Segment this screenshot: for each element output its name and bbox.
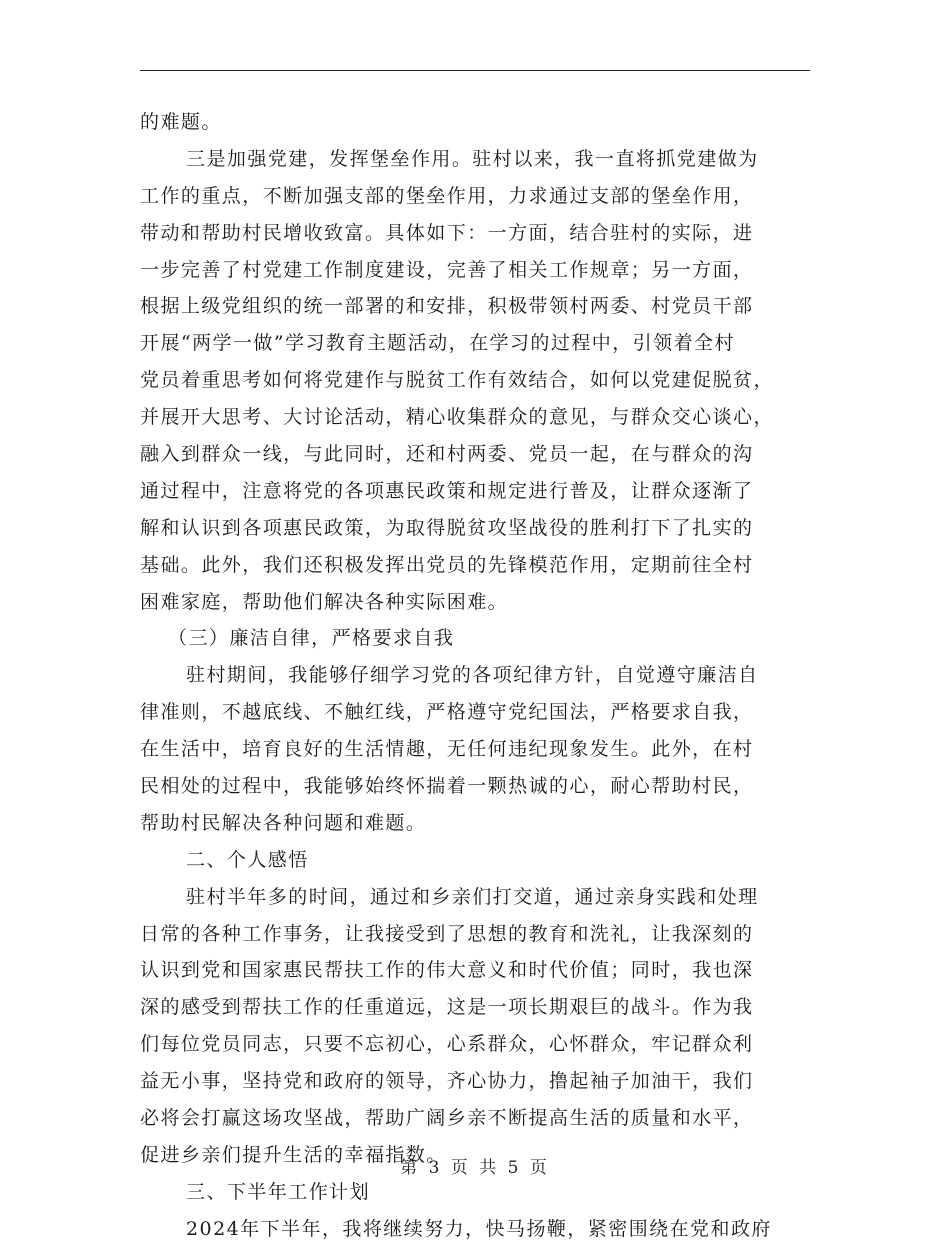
paragraph-line: 驻村半年多的时间，通过和乡亲们打交道，通过亲身实践和处理: [186, 885, 759, 908]
document-body: [140, 104, 800, 1248]
paragraph-line: 律准则，不越底线、不触红线，严格遵守党纪国法，严格要求自我，: [140, 701, 754, 724]
paragraph-line: 困难家庭，帮助他们解决各种实际困难。: [140, 590, 509, 613]
header-rule: [140, 70, 810, 71]
paragraph-line: 益无小事，坚持党和政府的领导，齐心协力，撸起袖子加油干，我们: [140, 1070, 754, 1093]
paragraph-line: 必将会打赢这场攻坚战，帮助广阔乡亲不断提高生活的质量和水平，: [140, 1107, 754, 1130]
paragraph-line: 基础。此外，我们还积极发挥出党员的先锋模范作用，定期前往全村: [140, 553, 754, 576]
paragraph-line: 带动和帮助村民增收致富。具体如下：一方面，结合驻村的实际，进: [140, 221, 754, 244]
paragraph-line: 三是加强党建，发挥堡垒作用。驻村以来，我一直将抓党建做为: [186, 147, 759, 170]
paragraph-line: 解和认识到各项惠民政策，为取得脱贫攻坚战役的胜利打下了扎实的: [140, 516, 754, 539]
paragraph-line: 通过程中，注意将党的各项惠民政策和规定进行普及，让群众逐渐了: [140, 479, 754, 502]
section-heading: 二、个人感悟: [186, 848, 309, 871]
section-heading: （三）廉洁自律，严格要求自我: [168, 627, 455, 650]
paragraph-line: 促进乡亲们提升生活的幸福指数。: [140, 1143, 447, 1166]
page-number: 第 3 页 共 5 页: [400, 1158, 550, 1178]
paragraph-line: 一步完善了村党建工作制度建设，完善了相关工作规章；另一方面，: [140, 258, 754, 281]
paragraph-line: 的难题。: [140, 111, 222, 133]
paragraph-line: 2024年下半年，我将继续努力，快马扬鞭，紧密围绕在党和政府: [186, 1217, 772, 1240]
paragraph-line: 并展开大思考、大讨论活动，精心收集群众的意见，与群众交心谈心，: [140, 406, 774, 429]
paragraph-line: 日常的各种工作事务，让我接受到了思想的教育和洗礼，让我深刻的: [140, 922, 754, 945]
paragraph-line: 融入到群众一线，与此同时，还和村两委、党员一起，在与群众的沟: [140, 443, 754, 466]
paragraph-line: 在生活中，培育良好的生活情趣，无任何违纪现象发生。此外，在村: [140, 738, 754, 761]
paragraph-line: 们每位党员同志，只要不忘初心，心系群众，心怀群众，牢记群众利: [140, 1033, 754, 1056]
paragraph-line: 帮助村民解决各种问题和难题。: [140, 811, 427, 834]
section-heading: 三、下半年工作计划: [186, 1180, 371, 1203]
paragraph-line: 党员着重思考如何将党建作与脱贫工作有效结合，如何以党建促脱贫，: [140, 369, 774, 392]
paragraph-line: 民相处的过程中，我能够始终怀揣着一颗热诚的心，耐心帮助村民，: [140, 775, 754, 798]
paragraph-line: 根据上级党组织的统一部署的和安排，积极带领村两委、村党员干部: [140, 295, 754, 318]
paragraph-line: 认识到党和国家惠民帮扶工作的伟大意义和时代价值；同时，我也深: [140, 959, 754, 982]
paragraph-line: 工作的重点，不断加强支部的堡垒作用，力求通过支部的堡垒作用，: [140, 184, 754, 207]
paragraph-line: 深的感受到帮扶工作的任重道远，这是一项长期艰巨的战斗。作为我: [140, 996, 754, 1019]
paragraph-line: 开展“两学一做”学习教育主题活动，在学习的过程中，引领着全村: [140, 332, 735, 355]
paragraph-line: 驻村期间，我能够仔细学习党的各项纪律方针，自觉遵守廉洁自: [186, 664, 759, 687]
